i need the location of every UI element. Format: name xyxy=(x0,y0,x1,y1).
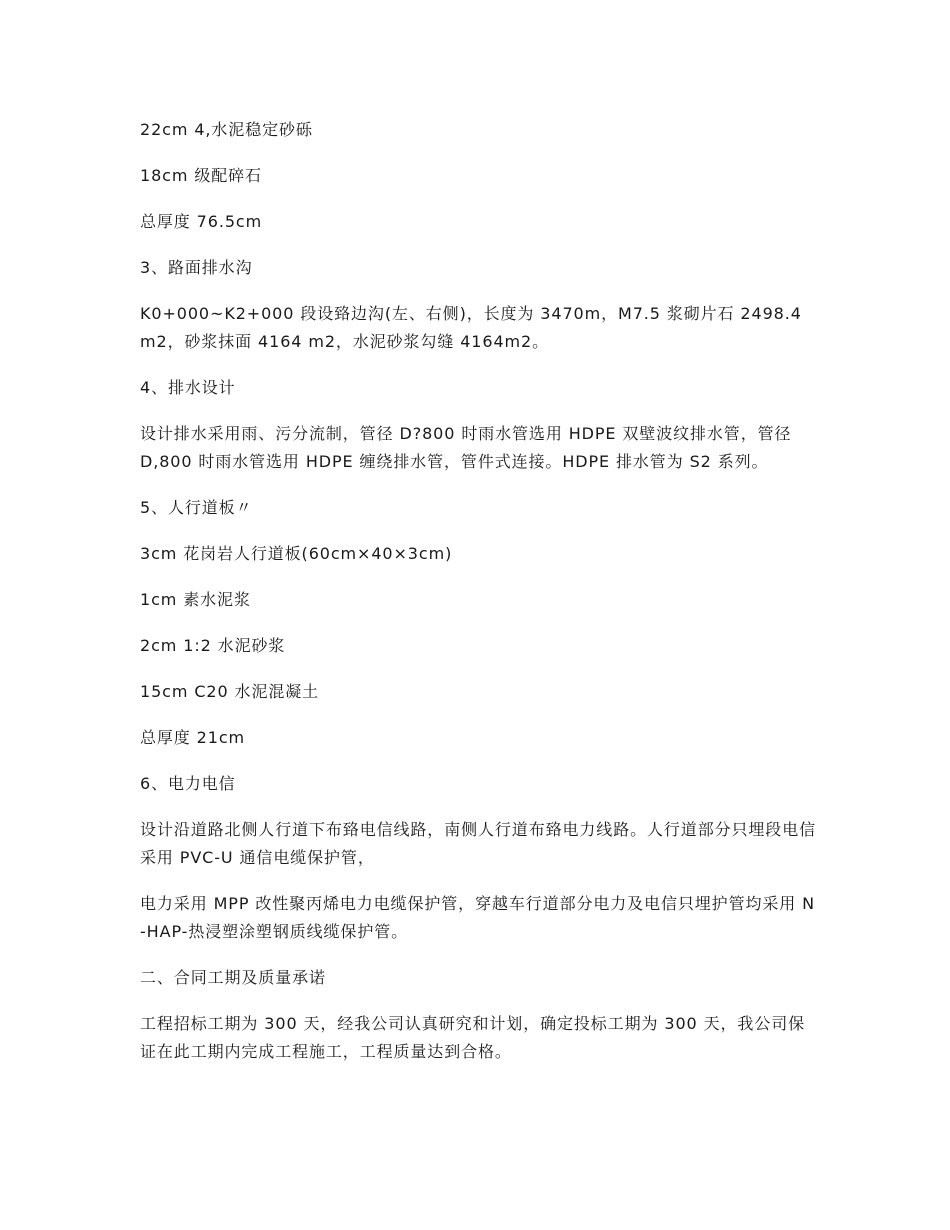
heading-contract-schedule-quality: 二、合同工期及质量承诺 xyxy=(140,968,326,987)
paragraph-total-thickness-road: 总厚度 76.5cm xyxy=(140,212,263,231)
heading-power-telecom: 6、电力电信 xyxy=(140,774,236,793)
paragraph-layer-c20-concrete: 15cm C20 水泥混凝土 xyxy=(140,682,320,701)
paragraph-layer-graded-stone: 18cm 级配碎石 xyxy=(140,166,262,185)
paragraph-layer-granite-slab: 3cm 花岗岩人行道板(60cm×40×3cm) xyxy=(140,544,453,563)
paragraph-layer-cement-paste: 1cm 素水泥浆 xyxy=(140,590,251,609)
paragraph-total-thickness-sidewalk: 总厚度 21cm xyxy=(140,728,246,747)
paragraph-layer-cement-mortar: 2cm 1:2 水泥砂浆 xyxy=(140,636,286,655)
paragraph-drainage-ditch-details: K0+000~K2+000 段设臵边沟(左、右侧)，长度为 3470m，M7.5 浆砌片石 2498.4m2，砂浆抹面 4164 m2，水泥砂浆勾缝 4164m2。 xyxy=(140,304,802,351)
document-page xyxy=(140,116,816,1084)
heading-drainage-design: 4、排水设计 xyxy=(140,378,236,397)
paragraph-telecom-lines: 设计沿道路北侧人行道下布臵电信线路，南侧人行道布臵电力线路。人行道部分只埋段电信采用 PVC-U 通信电缆保护管， xyxy=(140,820,817,867)
paragraph-schedule-commitment: 工程招标工期为 300 天，经我公司认真研究和计划，确定投标工期为 300 天，我公司保证在此工期内完成工程施工，工程质量达到合格。 xyxy=(140,1014,806,1061)
paragraph-power-lines: 电力采用 MPP 改性聚丙烯电力电缆保护管，穿越车行道部分电力及电信只埋护管均采用 N-HAP-热浸塑涂塑钢质线缆保护管。 xyxy=(140,894,816,941)
paragraph-layer-cement-gravel: 22cm 4,水泥稳定砂砾 xyxy=(140,120,313,139)
heading-road-drainage-ditch: 3、路面排水沟 xyxy=(140,258,253,277)
heading-sidewalk-slab: 5、人行道板〃 xyxy=(140,498,253,517)
paragraph-drainage-design-details: 设计排水采用雨、污分流制，管径 D?800 时雨水管选用 HDPE 双壁波纹排水管，管径 D,800 时雨水管选用 HDPE 缠绕排水管，管件式连接。HDPE 排水管为 S2 系列。 xyxy=(140,424,792,471)
